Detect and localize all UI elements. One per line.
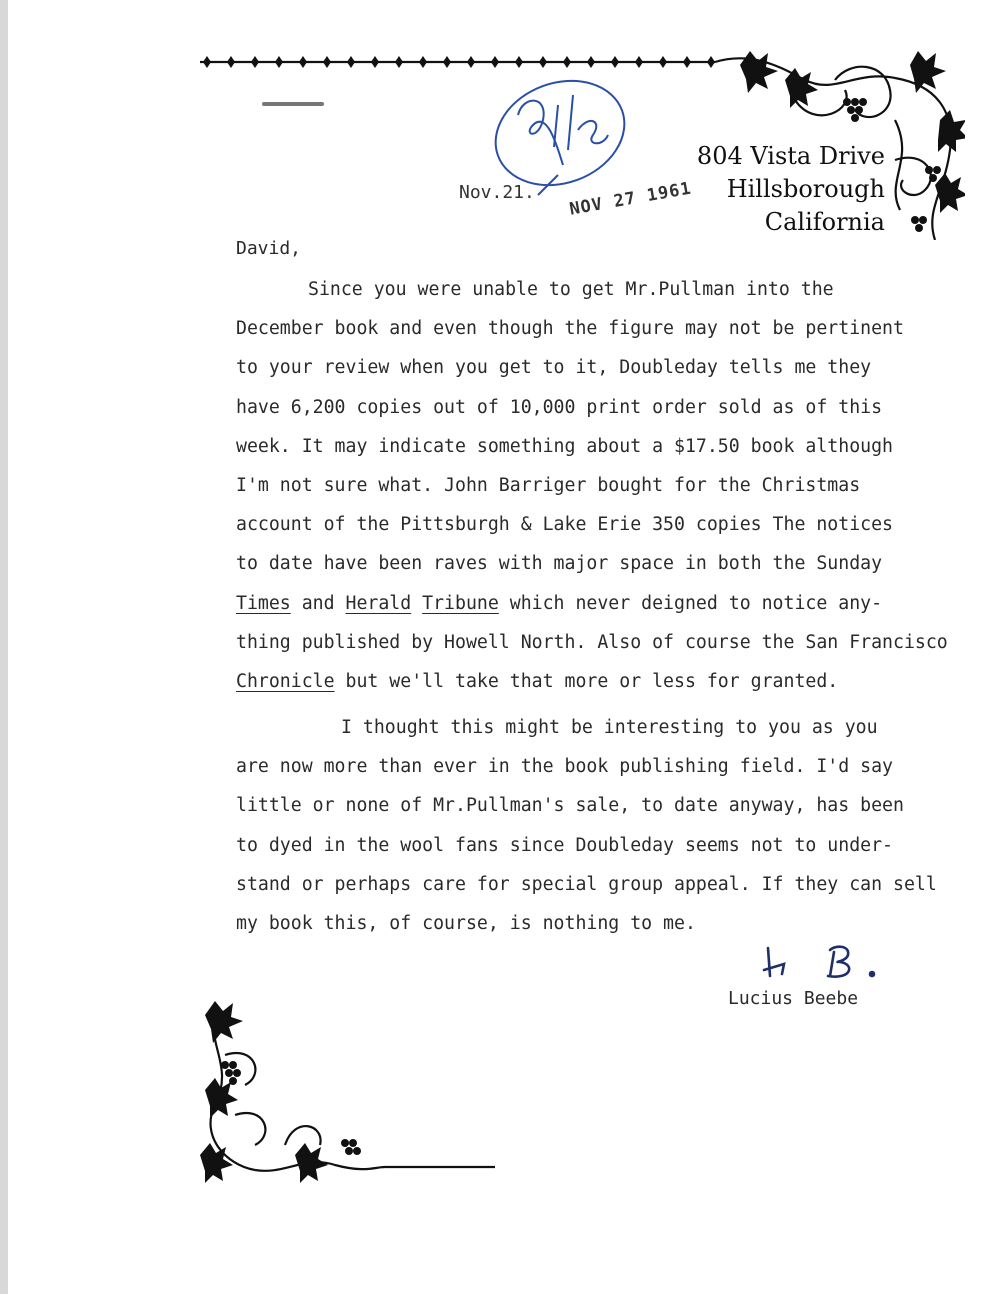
body-line: to dyed in the wool fans since Doubleday seems not to under- (236, 834, 893, 856)
border-tick-ornament (467, 56, 475, 68)
body-line: Since you were unable to get Mr.Pullman into the (308, 279, 834, 300)
body-text: and (290, 592, 346, 614)
letter-body (236, 270, 996, 943)
body-line (236, 662, 996, 701)
border-tick-ornament (419, 56, 427, 68)
salutation: David, (236, 238, 302, 259)
body-line: are now more than ever in the book publishing field. I'd say (236, 756, 893, 778)
body-line: account of the Pittsburgh & Lake Erie 350 copies The notices (236, 514, 893, 536)
body-line: I'm not sure what. John Barriger bought for the Christmas (236, 474, 861, 496)
border-tick-ornament (275, 56, 283, 68)
border-tick-ornament (227, 56, 235, 68)
address-street: 804 Vista Drive (696, 142, 885, 170)
body-line: little or none of Mr.Pullman's sale, to date anyway, has been (236, 795, 904, 817)
border-tick-ornament (371, 56, 379, 68)
body-line: I thought this might be interesting to you as you (341, 717, 878, 739)
border-tick-ornament (707, 56, 715, 68)
border-tick-ornament (683, 56, 691, 68)
body-line: my book this, of course, is nothing to me. (236, 913, 696, 934)
underlined-publication: Times (236, 592, 291, 614)
body-line: to date have been raves with major space in both the Sunday (236, 553, 883, 575)
underlined-publication: Herald (345, 592, 412, 614)
border-tick-ornament (491, 56, 499, 68)
border-tick-ornament (323, 56, 331, 68)
border-tick-ornament (539, 56, 547, 68)
body-line: December book and even though the figure may not be pertinent (236, 318, 904, 340)
received-date-stamp: NOV 27 1961 (568, 178, 694, 220)
border-tick-ornament (563, 56, 571, 68)
underlined-publication: Chronicle (236, 670, 335, 692)
staple-mark (262, 102, 324, 106)
border-tick-ornament (395, 56, 403, 68)
body-line: week. It may indicate something about a $17.50 book although (236, 435, 893, 457)
address-state: California (764, 208, 885, 236)
body-line: have 6,200 copies out of 10,000 print order sold as of this (236, 396, 883, 418)
body-line: stand or perhaps care for special group appeal. If they can sell (236, 873, 937, 895)
body-text: but we'll take that more or less for granted. (334, 670, 839, 692)
border-tick-ornament (515, 56, 523, 68)
border-tick-ornament (251, 56, 259, 68)
typed-signatory-name: Lucius Beebe (728, 988, 859, 1009)
bottom-vine-corner-ornament (195, 995, 505, 1195)
body-text (411, 593, 422, 614)
underlined-publication: Tribune (422, 592, 499, 614)
border-tick-ornament (635, 56, 643, 68)
body-line: to your review when you get to it, Doubleday tells me they (236, 357, 872, 379)
border-tick-ornament (587, 56, 595, 68)
border-tick-ornament (611, 56, 619, 68)
address-city: Hillsborough (726, 175, 885, 203)
border-tick-ornament (659, 56, 667, 68)
letter-date: Nov.21. (459, 182, 535, 203)
border-tick-ornament (443, 56, 451, 68)
page-edge-shadow (0, 0, 8, 1294)
letterhead-address (680, 140, 885, 239)
body-text: which never deigned to notice any- (498, 592, 883, 614)
handwritten-initials-signature (760, 940, 890, 985)
body-line: thing published by Howell North. Also of course the San Francisco (236, 631, 948, 653)
body-line (236, 584, 996, 623)
border-tick-ornament (299, 56, 307, 68)
border-tick-ornament (347, 56, 355, 68)
border-tick-ornament (203, 56, 211, 68)
